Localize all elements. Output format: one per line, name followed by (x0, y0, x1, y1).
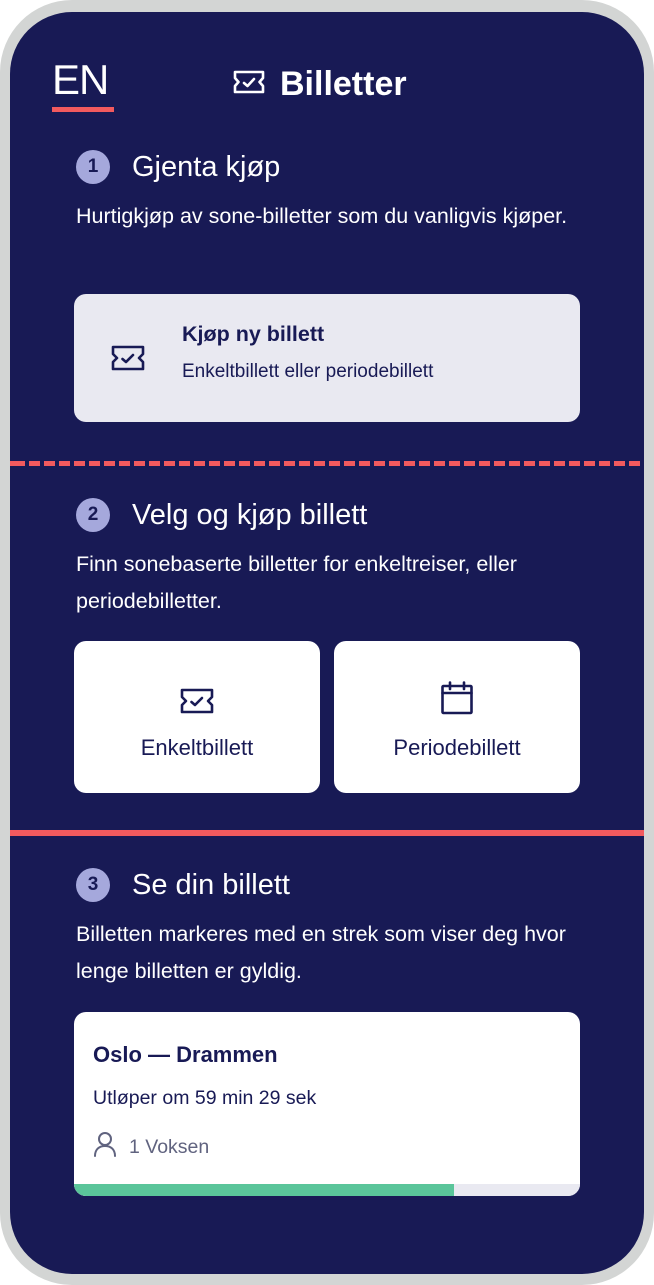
step-badge: 1 (76, 150, 110, 184)
step-3-heading (76, 868, 290, 902)
step-1-heading (76, 150, 280, 184)
dashed-divider (10, 461, 644, 466)
app-screen (10, 12, 644, 1274)
step-description: Hurtigkjøp av sone-billetter som du vanligvis kjøper. (76, 204, 568, 228)
option-label: Enkeltbillett (140, 735, 254, 760)
card-subtitle: Enkeltbillett eller periodebillett (182, 361, 434, 382)
calendar-icon (440, 681, 474, 715)
ticket-icon (179, 681, 215, 715)
active-ticket-card[interactable] (74, 1012, 580, 1196)
card-title: Kjøp ny billett (182, 322, 325, 346)
step-description: Billetten markeres med en strek som viser deg hvor lenge billetten er gyldig. (76, 922, 566, 983)
single-ticket-button[interactable] (74, 641, 320, 793)
step-2-heading (76, 498, 367, 532)
step-title: Se din billett (132, 868, 290, 901)
ticket-icon (110, 344, 146, 372)
option-label: Periodebillett (393, 735, 521, 760)
buy-new-ticket-button[interactable] (74, 294, 580, 422)
ticket-travellers (93, 1131, 209, 1163)
person-icon (93, 1131, 117, 1163)
ticket-expiry: Utløper om 59 min 29 sek (93, 1087, 317, 1109)
page-title (232, 62, 407, 106)
entur-logo: EN (52, 56, 109, 103)
ticket-icon (232, 65, 266, 104)
solid-divider (10, 830, 644, 836)
step-title: Velg og kjøp billett (132, 498, 368, 531)
step-badge: 3 (76, 868, 110, 902)
page-title-text: Billetter (280, 64, 407, 103)
step-title: Gjenta kjøp (132, 150, 281, 183)
ticket-route: Oslo — Drammen (93, 1042, 278, 1067)
period-ticket-button[interactable] (334, 641, 580, 793)
traveller-count: 1 Voksen (129, 1135, 210, 1158)
step-badge: 2 (76, 498, 110, 532)
logo-underline (52, 107, 114, 112)
step-description: Finn sonebaserte billetter for enkeltreiser, eller periodebilletter. (76, 552, 517, 613)
validity-progress-fill (74, 1184, 454, 1196)
validity-progress-bar (74, 1184, 580, 1196)
